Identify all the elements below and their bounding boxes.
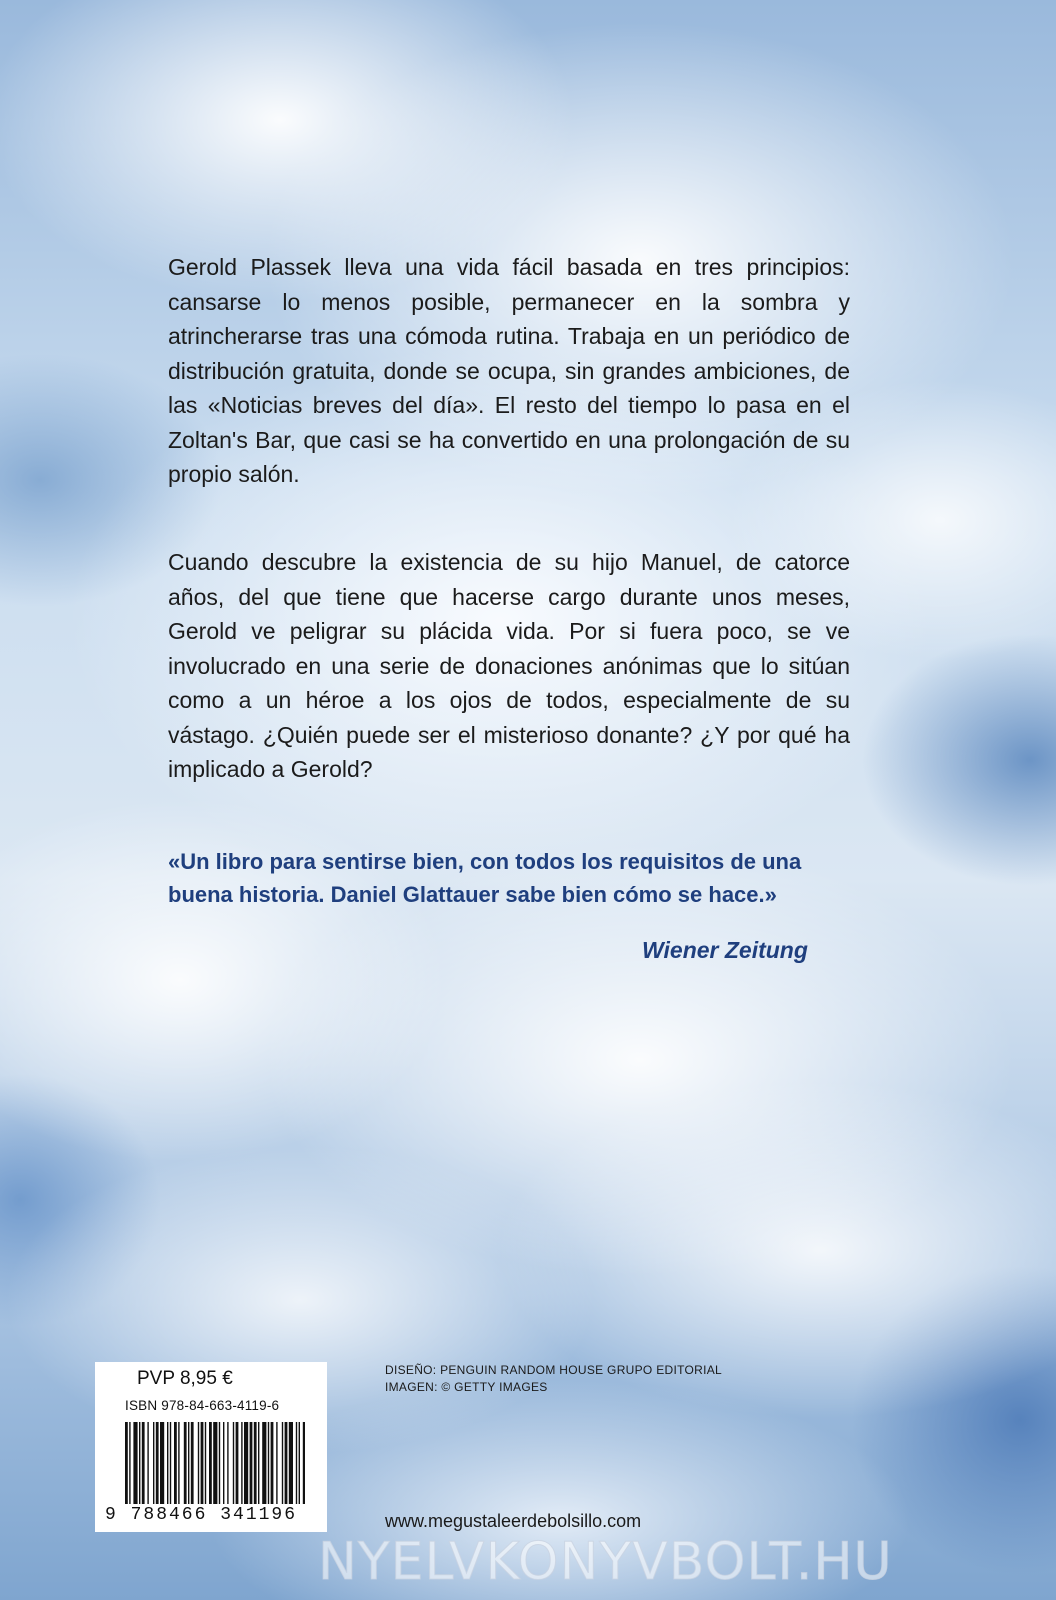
barcode-bar	[142, 1422, 145, 1504]
barcode-bar	[201, 1422, 204, 1504]
barcode-bar	[205, 1422, 206, 1504]
review-source: Wiener Zeitung	[642, 937, 808, 963]
barcode-bar	[233, 1422, 234, 1504]
barcode-digits: 9 788466 341196	[105, 1505, 298, 1525]
barcode-bar	[167, 1422, 168, 1504]
barcode-bar	[209, 1422, 212, 1504]
barcode-bar	[241, 1422, 242, 1504]
review-quote: «Un libro para sentirse bien, con todos los requisitos de una buena historia. Daniel Glattauer sabe bien cómo se hace.»	[168, 849, 802, 907]
barcode-bar	[299, 1422, 300, 1504]
credits	[385, 1362, 722, 1396]
barcode-bar	[244, 1422, 248, 1504]
price-label: PVP 8,95 €	[137, 1368, 233, 1389]
barcode-bar	[223, 1422, 224, 1504]
barcode-bar	[289, 1422, 293, 1504]
barcode-bar	[276, 1422, 277, 1504]
barcode-bar	[227, 1422, 228, 1504]
barcode-bar	[153, 1422, 154, 1504]
barcode-bar	[191, 1422, 194, 1504]
barcode-label	[95, 1362, 327, 1532]
watermark: NYELVKONYVBOLT.HU	[318, 1532, 893, 1592]
barcode-bar	[303, 1422, 305, 1504]
barcode-bar	[268, 1422, 269, 1504]
barcode-bar	[174, 1422, 177, 1504]
barcode-bar	[254, 1422, 257, 1504]
barcode-bar	[213, 1422, 217, 1504]
barcode-bar	[250, 1422, 253, 1504]
synopsis-paragraph-1: Gerold Plassek lleva una vida fácil basada en tres principios: cansarse lo menos posible, permanecer en la sombra y atrincherarse tras una cómoda rutina. Trabaja en un periódico de distribución gratuita, donde se ocupa, sin grandes ambiciones, de las «Noticias breves del día». El resto del tiempo lo pasa en el Zoltan's Bar, que casi se ha convertido en una prolongación de su propio salón.	[168, 254, 850, 487]
barcode-bars	[125, 1422, 305, 1504]
barcode-bar	[198, 1422, 199, 1504]
barcode-bar	[271, 1422, 274, 1504]
barcode-bar	[188, 1422, 189, 1504]
barcode-bar	[129, 1422, 130, 1504]
barcode-bar	[285, 1422, 288, 1504]
credit-image: IMAGEN: © GETTY IMAGES	[385, 1380, 548, 1394]
barcode-bar	[262, 1422, 266, 1504]
barcode-bar	[125, 1422, 128, 1504]
barcode-bar	[184, 1422, 187, 1504]
isbn-label: ISBN 978-84-663-4119-6	[125, 1398, 280, 1413]
barcode-bar	[147, 1422, 148, 1504]
synopsis-paragraph-2: Cuando descubre la existencia de su hijo Manuel, de catorce años, del que tiene que hacerse cargo durante unos meses, Gerold ve peligrar su plácida vida. Por si fuera poco, se ve involucrado en una serie de donaciones anónimas que lo sitúan como a un héroe a los ojos de todos, especialmente de su vástago. ¿Quién puede ser el misterioso donante? ¿Y por qué ha implicado a Gerold?	[168, 549, 850, 782]
barcode-bar	[139, 1422, 140, 1504]
publisher-website: www.megustaleerdebolsillo.com	[385, 1511, 642, 1531]
barcode-bar	[170, 1422, 171, 1504]
barcode-bar	[236, 1422, 239, 1504]
barcode-bar	[219, 1422, 220, 1504]
barcode-bar	[156, 1422, 159, 1504]
barcode-bar	[282, 1422, 283, 1504]
barcode-bar	[133, 1422, 137, 1504]
barcode-bar	[296, 1422, 297, 1504]
barcode-bar	[258, 1422, 259, 1504]
barcode-bar	[160, 1422, 164, 1504]
barcode-bar	[178, 1422, 179, 1504]
credit-design: DISEÑO: PENGUIN RANDOM HOUSE GRUPO EDITORIAL	[385, 1363, 723, 1377]
